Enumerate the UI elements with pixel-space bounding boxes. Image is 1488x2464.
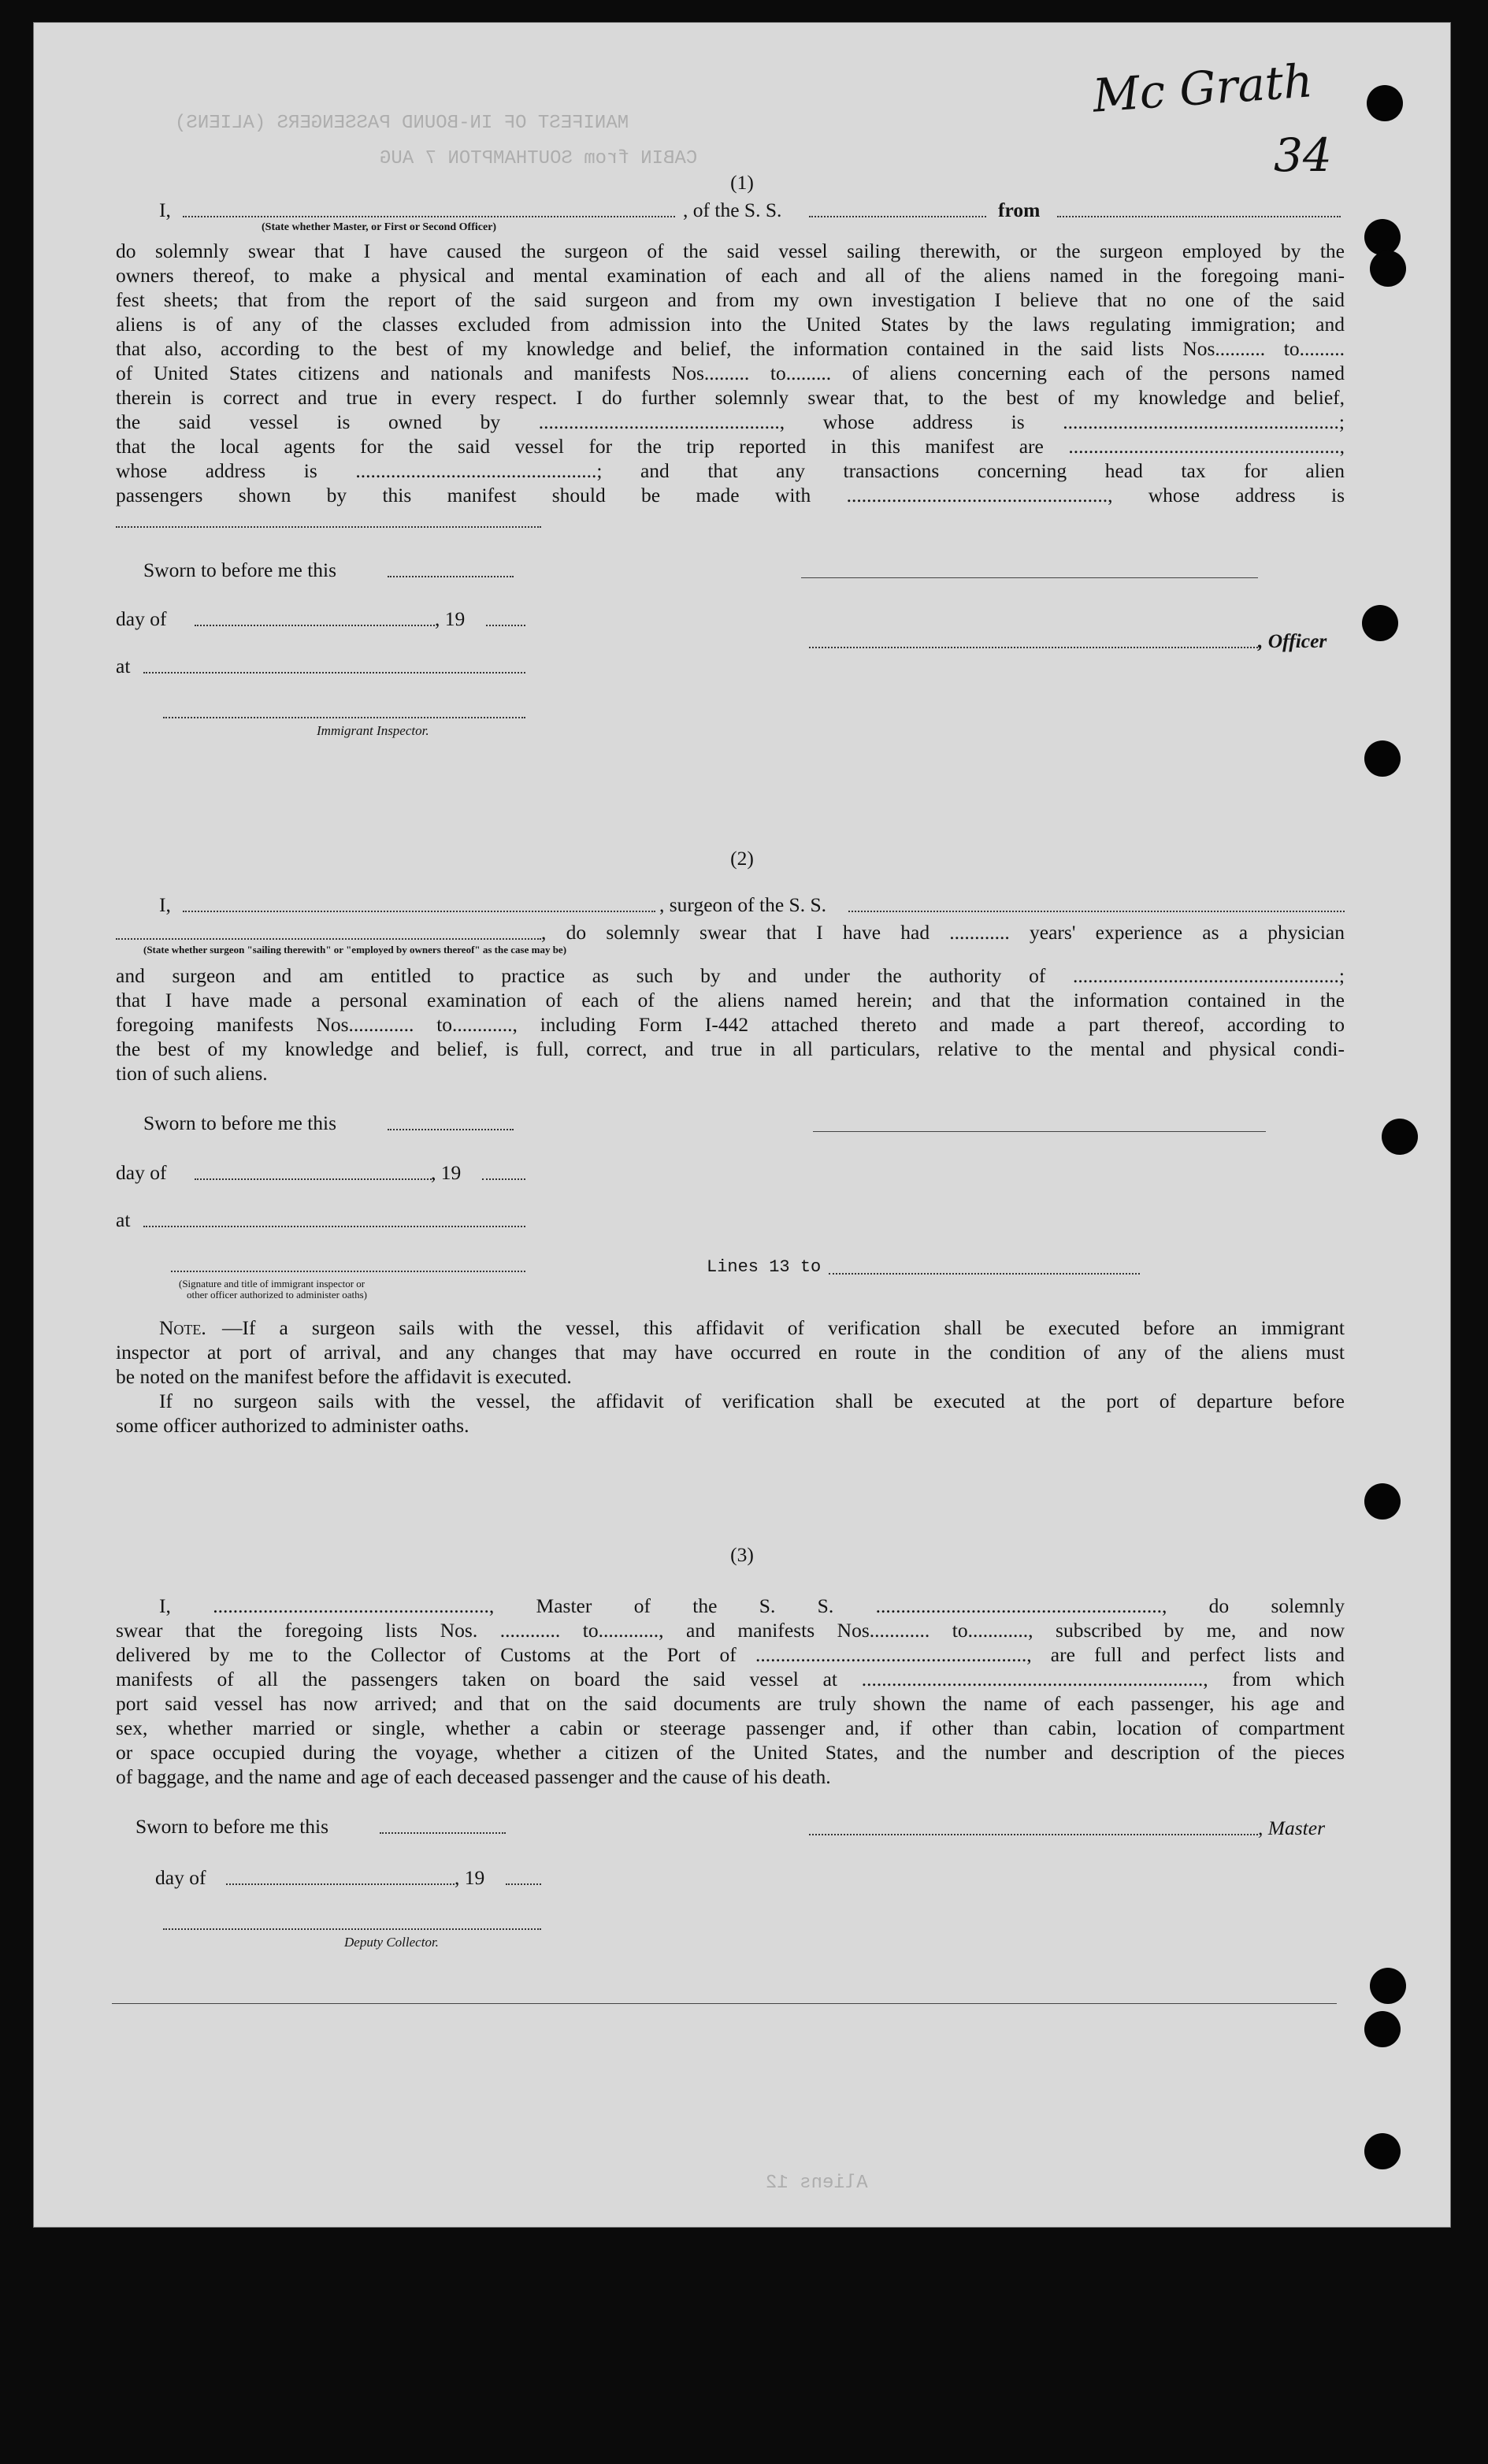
binder-hole xyxy=(1362,605,1398,641)
handwritten-name: Mc Grath xyxy=(1090,54,1315,123)
at-label-1: at xyxy=(116,655,131,677)
officer-label: , Officer xyxy=(1258,629,1327,652)
section-1-number: (1) xyxy=(730,171,754,194)
day-of-line-2 xyxy=(195,1178,435,1180)
sworn-date-line-1 xyxy=(388,576,514,577)
officer-name-line xyxy=(183,216,675,217)
sworn-date-line-2 xyxy=(388,1129,514,1130)
paragraph-line: the best of my knowledge and belief, is full, correct, and true in all particulars, relative to the mental and physical condi- xyxy=(116,1037,1345,1060)
paragraph-line: of United States citizens and nationals and manifests Nos......... to......... of aliens concerning each of the persons named xyxy=(116,362,1345,384)
day-of-label-1: day of xyxy=(116,607,167,630)
sworn-date-line-3 xyxy=(380,1832,506,1834)
at-line-1 xyxy=(143,672,525,674)
paragraph-line: tion of such aliens. xyxy=(116,1062,268,1085)
paragraph-line: foregoing manifests Nos............. to............, including Form I-442 attached thereto and made a part thereof, according to xyxy=(116,1013,1345,1036)
surgeon-of-label: , surgeon of the S. S. xyxy=(659,893,827,916)
day-of-line-1 xyxy=(195,625,435,626)
binder-hole xyxy=(1364,219,1401,255)
year-line-3 xyxy=(506,1883,541,1885)
signature-note-2: other officer authorized to administer oaths) xyxy=(187,1289,367,1301)
paragraph-line: aliens is of any of the classes excluded from admission into the United States by the laws regulating immigration; and xyxy=(116,313,1345,336)
paragraph-line: that the local agents for the said vessel for the trip reported in this manifest are ......................................................, xyxy=(116,435,1345,458)
paragraph-line: owners thereof, to make a physical and mental examination of each and all of the aliens named in the foregoing mani- xyxy=(116,264,1345,287)
section-2-i-label: I, xyxy=(159,893,171,916)
binder-hole xyxy=(1370,250,1406,287)
bleed-through-route: CABIN from SOUTHAMPTON 7 AUG xyxy=(380,148,698,169)
binder-hole xyxy=(1364,2133,1401,2169)
section-2-number: (2) xyxy=(730,847,754,870)
handwritten-page-number: 34 xyxy=(1274,128,1332,182)
note-line: If no surgeon sails with the vessel, the affidavit of verification shall be executed at the port of departure before xyxy=(159,1390,1345,1412)
year-label-2: , 19 xyxy=(431,1161,462,1184)
note-line: some officer authorized to administer oaths. xyxy=(116,1414,469,1437)
paragraph-line: manifests of all the passengers taken on board the said vessel at ...................................................................., from which xyxy=(116,1668,1345,1690)
paragraph-line: whose address is ................................................; and that any transactions concerning head tax for alien xyxy=(116,459,1345,482)
section-1-i-label: I, xyxy=(159,199,171,221)
bleed-through-footer: Aliens 12 xyxy=(766,2173,868,2194)
surgeon-ship-line xyxy=(848,911,1345,912)
day-of-label-3: day of xyxy=(155,1866,206,1889)
deputy-line xyxy=(163,1928,541,1930)
paragraph-line: I, ......................................................., Master of the S. S. ........................................................., do solemnly xyxy=(159,1594,1345,1617)
note-label: Note. xyxy=(159,1316,206,1339)
surgeon-status-line xyxy=(116,938,541,940)
master-signature-line xyxy=(809,1834,1258,1835)
document-sheet xyxy=(33,22,1451,2228)
sworn-label-3: Sworn to before me this xyxy=(135,1815,329,1838)
at-line-2 xyxy=(143,1226,525,1227)
surgeon-name-line xyxy=(183,911,655,912)
year-label-3: , 19 xyxy=(455,1866,485,1889)
surgeon-note: (State whether surgeon "sailing therewith" or "employed by owners thereof" as the case may be) xyxy=(143,944,567,956)
lines-stamp-line xyxy=(829,1273,1140,1275)
bleed-through-title: MANIFEST OF IN-BOUND PASSENGERS (ALIENS) xyxy=(175,113,629,134)
surgeon-inspector-line xyxy=(171,1271,525,1272)
signature-line-1 xyxy=(801,577,1258,578)
inspector-line xyxy=(163,717,525,718)
lines-stamp: Lines 13 to xyxy=(707,1257,822,1277)
binder-hole xyxy=(1364,1483,1401,1520)
officer-note: (State whether Master, or First or Second Officer) xyxy=(262,221,497,233)
paragraph-line: fest sheets; that from the report of the said surgeon and from my own investigation I believe that no one of the said xyxy=(116,288,1345,311)
paragraph-line: of baggage, and the name and age of each deceased passenger and the cause of his death. xyxy=(116,1765,831,1788)
agent-address-line xyxy=(116,526,541,528)
deputy-collector-label: Deputy Collector. xyxy=(344,1935,439,1950)
day-of-label-2: day of xyxy=(116,1161,167,1184)
sworn-label-2: Sworn to before me this xyxy=(143,1111,337,1134)
bottom-rule xyxy=(112,2003,1337,2004)
immigrant-inspector-label: Immigrant Inspector. xyxy=(317,723,429,738)
ship-name-line xyxy=(809,216,986,217)
year-label-1: , 19 xyxy=(435,607,466,630)
paragraph-line: delivered by me to the Collector of Customs at the Port of ......................................................, are full and perfect lists and xyxy=(116,1643,1345,1666)
paragraph-line: and surgeon and am entitled to practice as such by and under the authority of .....................................................; xyxy=(116,964,1345,987)
signature-note-1: (Signature and title of immigrant inspector or xyxy=(179,1278,366,1290)
sworn-label-1: Sworn to before me this xyxy=(143,558,337,581)
paragraph-line: or space occupied during the voyage, whether a citizen of the United States, and the number and description of the pieces xyxy=(116,1741,1345,1764)
paragraph-line: sex, whether married or single, whether a cabin or steerage passenger and, if other than cabin, location of compartment xyxy=(116,1716,1345,1739)
note-line: be noted on the manifest before the affidavit is executed. xyxy=(116,1365,572,1388)
from-port-line xyxy=(1057,216,1341,217)
at-label-2: at xyxy=(116,1208,131,1231)
year-line-1 xyxy=(486,625,525,626)
binder-hole xyxy=(1370,1968,1406,2004)
paragraph-line: that I have made a personal examination of each of the aliens named herein; and that the information contained in the xyxy=(116,989,1345,1011)
paragraph-line: that also, according to the best of my knowledge and belief, the information contained in the said lists Nos.......... to......... xyxy=(116,337,1345,360)
paragraph-line: do solemnly swear that I have caused the surgeon of the said vessel sailing therewith, or the surgeon employed by the xyxy=(116,239,1345,262)
binder-hole xyxy=(1367,85,1403,121)
surgeon-swear-line: , do solemnly swear that I have had ............ years' experience as a physician xyxy=(541,921,1345,944)
from-label: from xyxy=(998,199,1041,221)
section-3-number: (3) xyxy=(730,1543,754,1566)
of-the-ss-label: , of the S. S. xyxy=(683,199,782,221)
binder-hole xyxy=(1364,2011,1401,2047)
day-of-line-3 xyxy=(226,1883,455,1885)
note-line: inspector at port of arrival, and any changes that may have occurred en route in the condition of any of the aliens must xyxy=(116,1341,1345,1364)
year-line-2 xyxy=(482,1178,525,1180)
note-line: —If a surgeon sails with the vessel, this affidavit of verification shall be executed before an immigrant xyxy=(222,1316,1345,1339)
binder-hole xyxy=(1364,740,1401,777)
paragraph-line: the said vessel is owned by ................................................, whose address is .......................................................; xyxy=(116,410,1345,433)
paragraph-line: port said vessel has now arrived; and that on the said documents are truly shown the name of each passenger, his age and xyxy=(116,1692,1345,1715)
paragraph-line: passengers shown by this manifest should be made with ...................................................., whose address is xyxy=(116,484,1345,507)
binder-hole xyxy=(1382,1119,1418,1155)
officer-signature-line xyxy=(809,647,1258,648)
paragraph-line: therein is correct and true in every respect. I do further solemnly swear that, to the best of my knowledge and belief, xyxy=(116,386,1345,409)
signature-line-2 xyxy=(813,1131,1266,1132)
master-label: , Master xyxy=(1258,1816,1325,1839)
paragraph-line: swear that the foregoing lists Nos. ............ to............, and manifests Nos............ to............, subscribed by me, and now xyxy=(116,1619,1345,1642)
